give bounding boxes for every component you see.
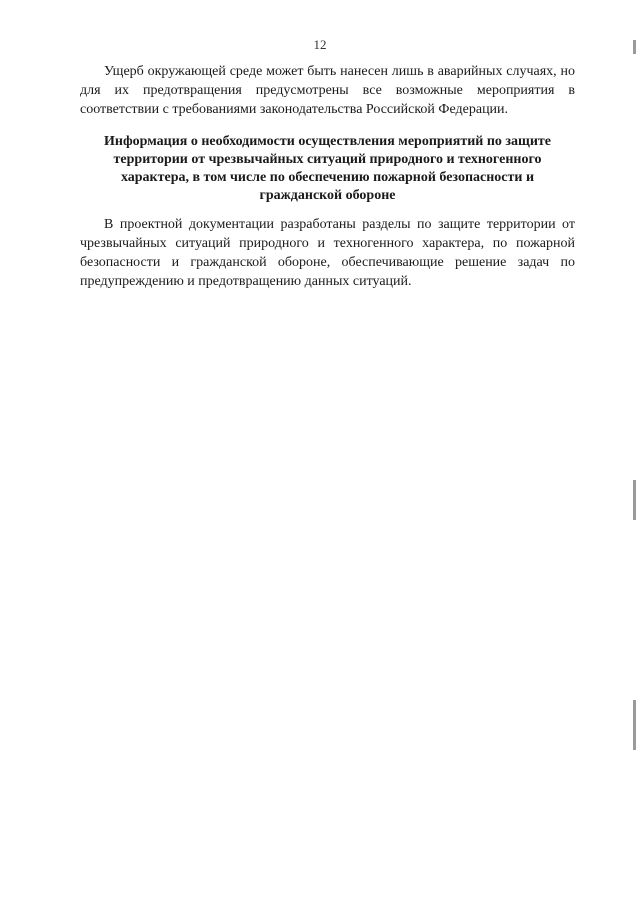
paragraph-text: Ущерб окружающей среде может быть нанесен лишь в аварийных случаях, но для их предотвращения предусмотрены все возможные мероприятия в соответствии с требованиями законодательства Российской Федерации. [80,64,575,117]
paragraph-project-documentation [80,215,575,291]
paragraph-text: В проектной документации разработаны разделы по защите территории от чрезвычайных ситуаций природного и техногенного характера, по пожарной безопасности и гражданской обороне, обеспечивающие решение задач по предупреждению и предотвращению данных ситуаций. [80,217,575,289]
paragraph-environmental-damage [80,62,575,119]
scan-edge-mark [633,480,636,520]
section-heading-block [80,133,575,205]
scan-edge-mark [633,700,636,750]
page-number: 12 [313,37,327,52]
section-heading: Информация о необходимости осуществления мероприятий по защите территории от чрезвычайных ситуаций природного и техногенного характера, в том числе по обеспечению пожарной безопасности и гражданской обороне [103,134,551,203]
